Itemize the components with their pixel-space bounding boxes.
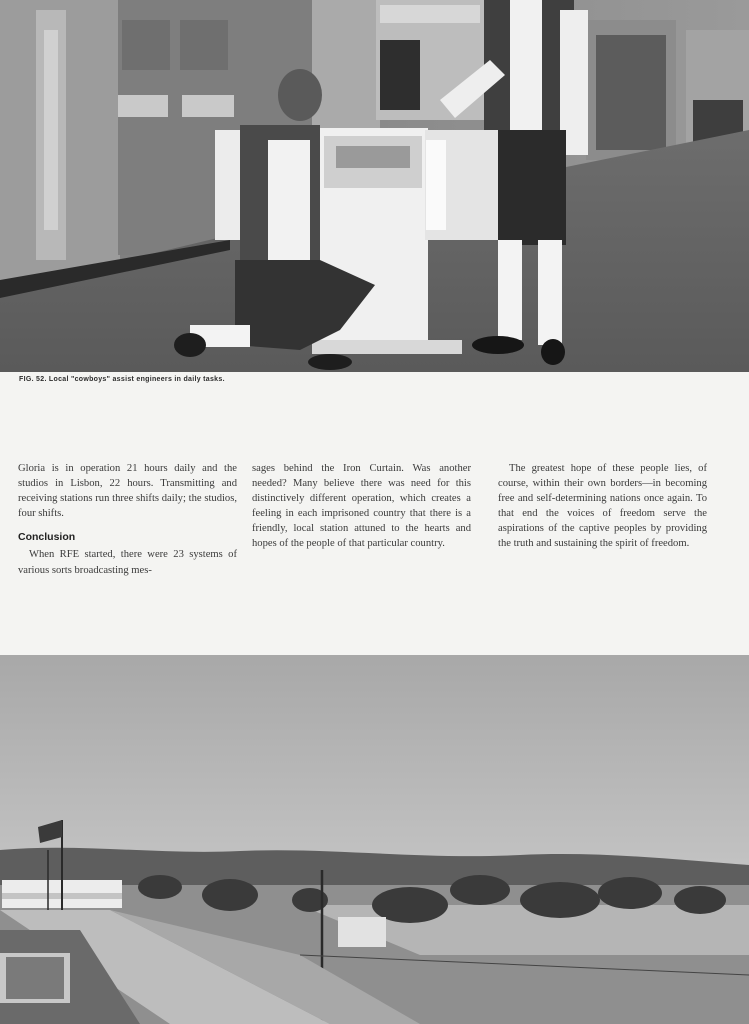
text-column-3 (498, 461, 707, 552)
text-column-2 (252, 461, 471, 552)
text-column-1 (18, 461, 237, 578)
paragraph-iron-curtain: sages behind the Iron Curtain. Was another needed? Many believe there was need for this distinctively different operation, which creates a feeling in each imprisoned country that there is a friendly, local station attuned to the hearts and hopes of the people of that particular country. (252, 463, 471, 550)
figure-caption: FIG. 52. Local "cowboys" assist engineers in daily tasks. (19, 376, 225, 383)
paragraph-operation-hours: Gloria is in operation 21 hours daily and the studios in Lisbon, 22 hours. Transmitting and receiving stations run three shifts daily; the studios, four shifts. (18, 463, 237, 520)
photo-transmitter-hall (0, 0, 749, 372)
section-heading-conclusion: Conclusion (18, 531, 76, 544)
paragraph-conclusion-start: When RFE started, there were 23 systems of various sorts broadcasting mes- (18, 549, 237, 576)
paragraph-greatest-hope: The greatest hope of these people lies, of course, within their own borders—in becoming free and self-determining nations once again. To that end the voices of freedom serve the aspirations of the captive peoples by providing the truth and sustaining the spirit of freedom. (498, 463, 707, 550)
photo-station-grounds (0, 655, 749, 1024)
